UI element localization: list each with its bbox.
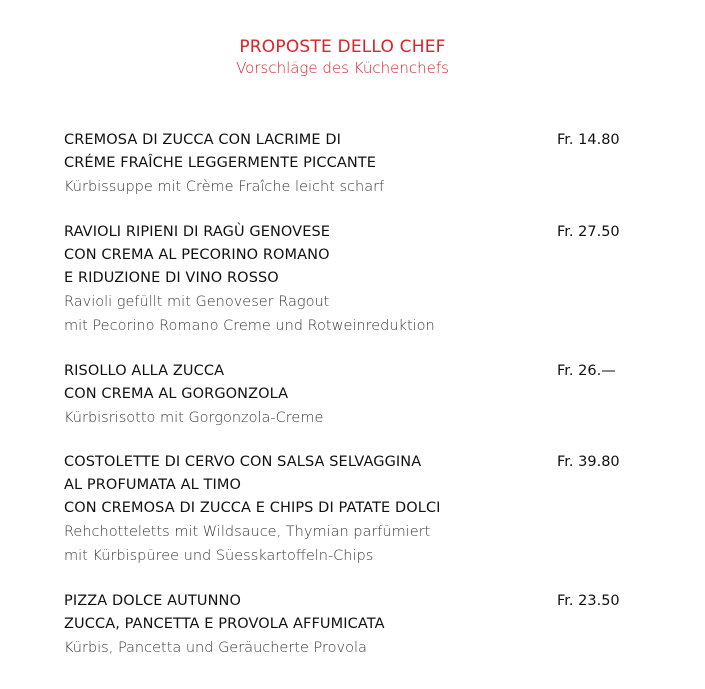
menu-title: PROPOSTE DELLO CHEF xyxy=(239,37,446,57)
dish-description: Kürbis, Pancetta und Geräucherte Provola xyxy=(64,640,367,656)
menu-header xyxy=(0,36,685,78)
dish-description: Kürbissuppe mit Crème Fraîche leicht scharf xyxy=(64,179,385,195)
dish-name-line: ZUCCA, PANCETTA E PROVOLA AFFUMICATA xyxy=(64,616,385,632)
dish-name-line: RAVIOLI RIPIENI DI RAGÙ GENOVESE xyxy=(64,224,331,240)
dish-description: Ravioli gefüllt mit Genoveser Ragout xyxy=(64,294,330,310)
dish-name-line: CON CREMA AL PECORINO ROMANO xyxy=(64,247,330,263)
dish-name-line: CRÉME FRAÎCHE LEGGERMENTE PICCANTE xyxy=(64,155,377,171)
dish-description: mit Kürbispüree und Süesskartoffeln-Chips xyxy=(64,548,374,564)
menu-subtitle: Vorschläge des Küchenchefs xyxy=(236,59,449,77)
dish-name-line: CREMOSA DI ZUCCA CON LACRIME DI xyxy=(64,132,342,148)
dish-name-line: PIZZA DOLCE AUTUNNO xyxy=(64,593,241,609)
dish-description: Kürbisrisotto mit Gorgonzola-Creme xyxy=(64,410,324,426)
dish-price: Fr. 14.80 xyxy=(557,132,620,148)
dish-name-line: CON CREMA AL GORGONZOLA xyxy=(64,386,289,402)
dish-description: mit Pecorino Romano Creme und Rotweinreduktion xyxy=(64,318,435,334)
dish-price: Fr. 39.80 xyxy=(557,454,620,470)
dish-description: Rehchotteletts mit Wildsauce, Thymian parfümiert xyxy=(64,524,431,540)
dish-price: Fr. 23.50 xyxy=(557,593,620,609)
dish-name-line: COSTOLETTE DI CERVO CON SALSA SELVAGGINA xyxy=(64,454,422,470)
dish-price: Fr. 27.50 xyxy=(557,224,620,240)
dish-name-line: CON CREMOSA DI ZUCCA E CHIPS DI PATATE DOLCI xyxy=(64,500,441,516)
dish-name-line: AL PROFUMATA AL TIMO xyxy=(64,477,242,493)
dish-price: Fr. 26.— xyxy=(557,363,616,379)
dish-name-line: E RIDUZIONE DI VINO ROSSO xyxy=(64,270,279,286)
dish-name-line: RISOLLO ALLA ZUCCA xyxy=(64,363,225,379)
